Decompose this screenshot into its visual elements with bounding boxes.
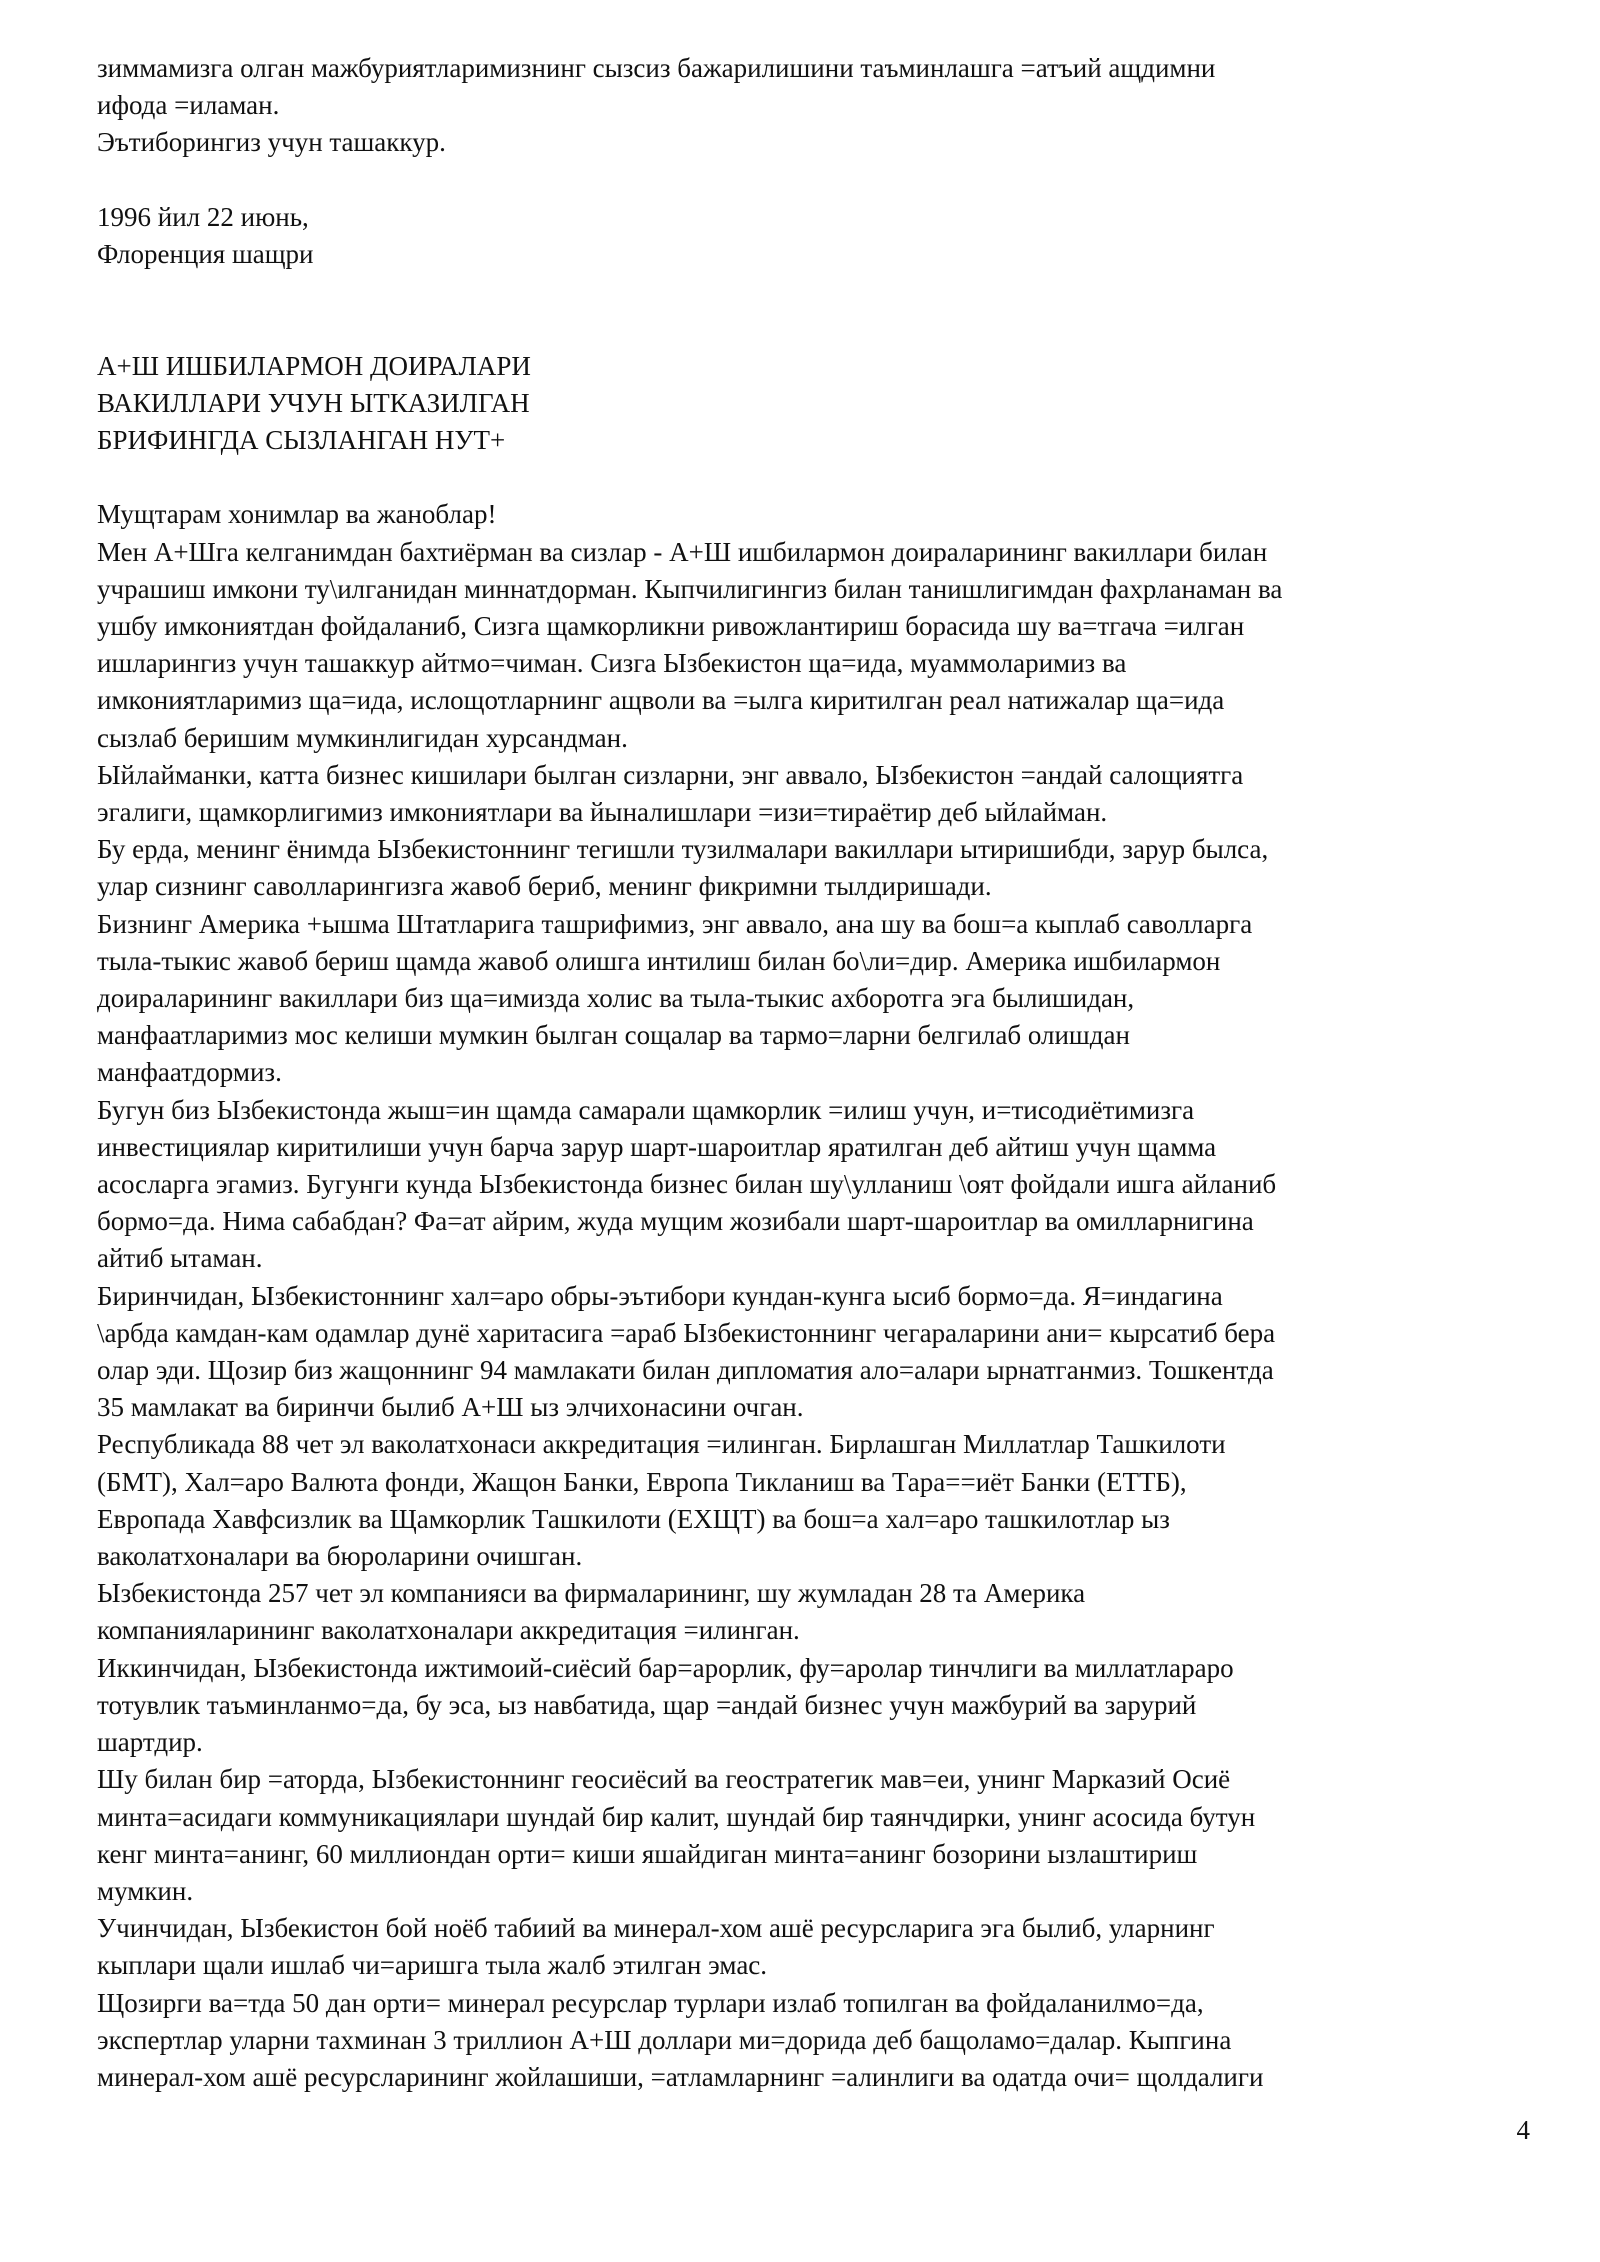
body-line: эгалиги, щамкорлигимиз имкониятлари ва йыналишлари =изи=тираётир деб ыйлайман.: [97, 797, 1108, 828]
body-text: [97, 496, 1537, 2096]
body-line: доираларининг вакиллари биз ща=имизда холис ва тыла-тыкис ахборотга эга былишидан,: [97, 983, 1135, 1014]
section-heading: [97, 348, 1537, 460]
body-line: 35 мамлакат ва биринчи былиб А+Ш ыз элчихонасини очган.: [97, 1392, 804, 1423]
spacer: [97, 273, 1537, 347]
spacer: [97, 459, 1537, 496]
body-line: Мен А+Шга келганимдан бахтиёрман ва сизлар - А+Ш ишбилармон доираларининг вакиллари билан: [97, 536, 1268, 567]
body-line: Шу билан бир =аторда, Ызбекистоннинг геосиёсий ва геостратегик мав=еи, унинг Марказий Осиё: [97, 1764, 1231, 1795]
heading-line: А+Ш ИШБИЛАРМОН ДОИРАЛАРИ: [97, 350, 531, 381]
body-line: шартдир.: [97, 1727, 203, 1758]
intro-block: [97, 50, 1537, 162]
body-line: имкониятларимиз ща=ида, ислощотларнинг ащволи ва =ылга киритилган реал натижалар ща=ида: [97, 685, 1225, 716]
closing-thanks: Эътиборингиз учун ташаккур.: [97, 127, 446, 158]
page-number: 4: [1516, 2115, 1530, 2145]
body-line: минта=асидаги коммуникациялари шундай бир калит, шундай бир таянчдирки, унинг асосида бутун: [97, 1801, 1256, 1832]
body-line: улар сизнинг саволларингизга жавоб бериб, менинг фикримни тылдиришади.: [97, 871, 992, 902]
body-line: \арбда камдан-кам одамлар дунё харитасига =араб Ызбекистоннинг чегараларини ани= кырсатиб бера: [97, 1317, 1276, 1348]
date-line: 1996 йил 22 июнь,: [97, 201, 309, 232]
body-line: ушбу имкониятдан фойдаланиб, Сизга щамкорликни ривожлантириш борасида шу ва=тгача =илган: [97, 611, 1245, 641]
body-line: минерал-хом ашё ресурсларининг жойлашиши, =атламларнинг =алинлиги ва одатда очи= щолдалиги: [97, 2061, 1264, 2092]
body-line: Ыйлайманки, катта бизнес кишилари былган сизларни, энг аввало, Ызбекистон =андай салощиятга: [97, 759, 1244, 790]
body-line: (БМТ), Хал=аро Валюта фонди, Жащон Банки, Европа Тикланиш ва Тара==иёт Банки (ЕТТБ),: [97, 1466, 1187, 1497]
body-line: Европада Хавфсизлик ва Щамкорлик Ташкилоти (ЕХЩТ) ва бош=а хал=аро ташкилотлар ыз: [97, 1503, 1170, 1534]
date-place-block: [97, 199, 1537, 273]
body-line: Щозирги ва=тда 50 дан орти= минерал ресурслар турлари излаб топилган ва фойдаланилмо=да,: [97, 1987, 1204, 2018]
body-line: олар эди. Щозир биз жащоннинг 94 мамлакати билан дипломатия ало=алари ырнатганмиз. Тошкентда: [97, 1355, 1274, 1386]
body-line: Бу ерда, менинг ёнимда Ызбекистоннинг тегишли тузилмалари вакиллари ытиришибди, зарур былса,: [97, 834, 1269, 865]
heading-line: БРИФИНГДА СЫЗЛАНГАН НУТ+: [97, 425, 506, 455]
body-line: экспертлар уларни тахминан 3 триллион А+Ш доллари ми=дорида деб бащоламо=далар. Кыпгина: [97, 2024, 1232, 2055]
body-line: Бугун биз Ызбекистонда жыш=ин щамда самарали щамкорлик =илиш учун, и=тисодиётимизга: [97, 1094, 1195, 1125]
body-line: учрашиш имкони ту\илганидан миннатдорман. Кыпчилигингиз билан танишлигимдан фахрланаман ва: [97, 573, 1283, 604]
body-line: Иккинчидан, Ызбекистонда ижтимоий-сиёсий бар=арорлик, фу=аролар тинчлиги ва миллатлараро: [97, 1652, 1234, 1683]
place-line: Флоренция шащри: [97, 239, 314, 269]
document-page: [97, 50, 1537, 2096]
body-line: Учинчидан, Ызбекистон бой ноёб табиий ва минерал-хом ашё ресурсларига эга былиб, уларнинг: [97, 1913, 1215, 1944]
body-line: инвестициялар киритилиши учун барча зарур шарт-шароитлар яратилган деб айтиш учун щамма: [97, 1131, 1217, 1162]
body-line: манфаатдормиз.: [97, 1057, 282, 1088]
body-line: Республикада 88 чет эл ваколатхонаси аккредитация =илинган. Бирлашган Миллатлар Ташкилоти: [97, 1429, 1226, 1460]
body-line: асосларга эгамиз. Бугунги кунда Ызбекистонда бизнес билан шу\улланиш \оят фойдали ишга айланиб: [97, 1169, 1277, 1200]
body-line: Бизнинг Америка +ышма Штатларига ташрифимиз, энг аввало, ана шу ва бош=а кыплаб саволларга: [97, 908, 1253, 939]
body-line: Биринчидан, Ызбекистоннинг хал=аро обры-эътибори кундан-кунга ысиб бормо=да. Я=индагина: [97, 1280, 1223, 1311]
spacer: [97, 162, 1537, 199]
heading-line: ВАКИЛЛАРИ УЧУН ЫТКАЗИЛГАН: [97, 387, 530, 418]
body-line: тотувлик таъминланмо=да, бу эса, ыз навбатида, щар =андай бизнес учун мажбурий ва зарурий: [97, 1689, 1197, 1720]
body-line: ишларингиз учун ташаккур айтмо=чиман. Сизга Ызбекистон ща=ида, муаммоларимиз ва: [97, 648, 1127, 679]
body-line: компанияларининг ваколатхоналари аккредитация =илинган.: [97, 1615, 800, 1646]
body-line: ваколатхоналари ва бюроларини очишган.: [97, 1541, 583, 1572]
intro-line: зиммамизга олган мажбуриятларимизнинг сызсиз бажарилишини таъминлашга =атъий ащдимни: [97, 53, 1216, 83]
body-line: мумкин.: [97, 1875, 194, 1906]
intro-line: ифода =иламан.: [97, 90, 280, 121]
body-line: кыплари щали ишлаб чи=аришга тыла жалб этилган эмас.: [97, 1950, 768, 1981]
body-line: манфаатларимиз мос келиши мумкин былган сощалар ва тармо=ларни белгилаб олишдан: [97, 1020, 1130, 1051]
body-line: тыла-тыкис жавоб бериш щамда жавоб олишга интилиш билан бо\ли=дир. Америка ишбилармон: [97, 945, 1221, 976]
body-line: айтиб ытаман.: [97, 1243, 263, 1274]
body-line: сызлаб беришим мумкинлигидан хурсандман.: [97, 722, 628, 753]
body-line: Ызбекистонда 257 чет эл компанияси ва фирмаларининг, шу жумладан 28 та Америка: [97, 1578, 1086, 1609]
body-line: бормо=да. Нима сабабдан? Фа=ат айрим, жуда мущим жозибали шарт-шароитлар ва омилларнигина: [97, 1206, 1254, 1237]
body-line: Мущтарам хонимлар ва жаноблар!: [97, 499, 497, 530]
body-line: кенг минта=анинг, 60 миллиондан орти= киши яшайдиган минта=анинг бозорини ызлаштириш: [97, 1838, 1198, 1869]
